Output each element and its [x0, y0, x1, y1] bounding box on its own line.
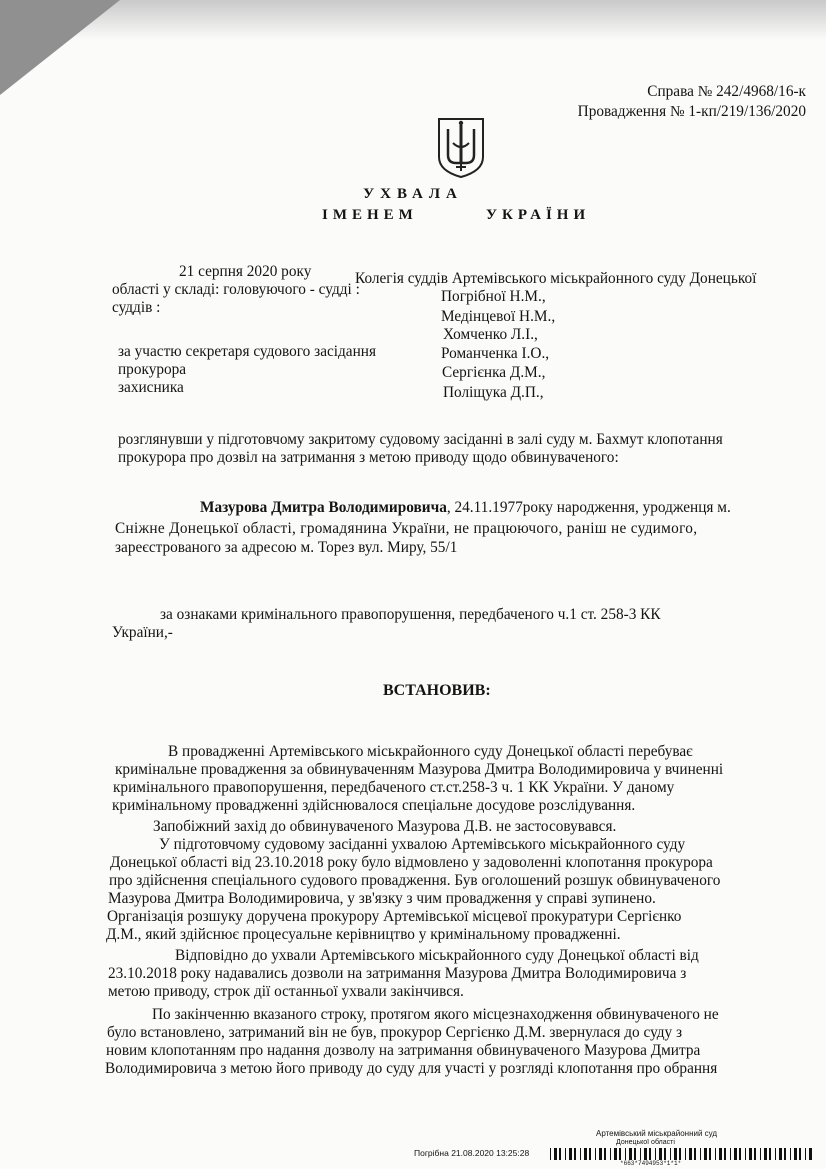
scan-corner — [0, 0, 120, 95]
panel-composition: області у складі: головуючого - судді : — [112, 281, 360, 298]
section-heading: ВСТАНОВИВ: — [383, 682, 491, 699]
body-line: було встановлено, затриманий він не був, прокурор Сергієнко Д.М. звернулася до суду з — [107, 1024, 683, 1041]
name-defender: Поліщука Д.П., — [443, 384, 544, 401]
body-line: кримінальне провадження за обвинуваченням Мазурова Дмитра Володимировича у вчиненні — [115, 761, 724, 778]
body-line: У підготовчому судовому засіданні ухвалою Артемівського міськрайонного суду — [159, 836, 686, 853]
accused-birth: , 24.11.1977року народження, уродженця м. — [446, 499, 731, 516]
panel-intro: Колегія суддів Артемівського міськрайонного суду Донецької — [355, 270, 757, 287]
barcode — [550, 1148, 812, 1160]
name-prosecutor: Сергієнка Д.М., — [442, 364, 546, 381]
title-of-ukraine: УКРАЇНИ — [486, 207, 591, 223]
charge-line-1: за ознаками кримінального правопорушення, передбаченого ч.1 ст. 258-3 КК — [160, 606, 661, 623]
title-in-the-name: ІМЕНЕМ — [322, 207, 418, 223]
body-line: Володимировича з метою його приводу до суду для участі у розгляді клопотання про обрання — [105, 1060, 718, 1077]
hearing-date: 21 серпня 2020 року — [179, 263, 312, 280]
name-secretary: Романченка І.О., — [441, 345, 550, 362]
body-line: В провадженні Артемівського міськрайонного суду Донецької області перебуває — [168, 743, 693, 760]
judges-label: суддів : — [112, 299, 161, 316]
scan-shadow — [0, 0, 826, 40]
document-title: УХВАЛА — [363, 186, 463, 202]
name-judge-2: Хомченко Л.І., — [443, 326, 538, 343]
body-line: 23.10.2018 року надавались дозволи на затримання Мазурова Дмитра Володимировича з — [108, 965, 687, 982]
charge-line-2: України,- — [112, 624, 173, 641]
body-line: Запобіжний захід до обвинуваченого Мазурова Д.В. не застосовувався. — [153, 818, 617, 835]
accused-line-1 — [200, 499, 731, 517]
body-line: Д.М., який здійснює процесуальне керівництво у кримінальному провадженні. — [106, 926, 621, 943]
defender-label: захисника — [118, 379, 184, 396]
footer-region: Донецької області — [616, 1139, 675, 1146]
prosecutor-label: прокурора — [118, 361, 187, 378]
proceeding-number: Провадження № 1-кп/219/136/2020 — [577, 103, 806, 120]
case-number: Справа № 242/4968/16-к — [647, 83, 806, 100]
body-line: Донецької області від 23.10.2018 року було відмовлено у задоволенні клопотання прокурора — [110, 854, 713, 871]
body-line: Організація розшуку доручена прокурору Артемівської місцевої прокуратури Сергієнко — [107, 908, 682, 925]
body-line: про здійснення спеціального судового провадження. Був оголошений розшук обвинуваченого — [109, 872, 721, 889]
secretary-label: за участю секретаря судового засідання — [118, 343, 377, 360]
trident-icon — [436, 117, 486, 179]
footer-court: Артемівський міськрайонний суд — [596, 1129, 718, 1138]
body-line: кримінальному провадженні здійснювалося спеціальне досудове розслідування. — [112, 797, 636, 814]
considered-line-2: прокурора про дозвіл на затримання з метою приводу щодо обвинуваченого: — [118, 449, 619, 466]
accused-line-2: Сніжне Донецької області, громадянина України, не працюючого, раніш не судимого, — [115, 520, 698, 537]
name-judge-1: Медінцевої Н.М., — [441, 308, 556, 325]
considered-line-1: розглянувши у підготовчому закритому судовому засіданні в залі суду м. Бахмут клопотання — [118, 431, 723, 448]
body-line: Відповідно до ухвали Артемівського міськрайонного суду Донецької області від — [175, 947, 699, 964]
accused-name: Мазурова Дмитра Володимировича — [200, 499, 447, 516]
accused-line-3: зареєстрованого за адресою м. Торез вул. Миру, 55/1 — [115, 539, 458, 556]
footer-signature: Погрібна 21.08.2020 13:25:28 — [414, 1148, 530, 1158]
body-line: кримінального правопорушення, передбаченого ст.ст.258-3 ч. 1 КК України. У даному — [113, 779, 675, 796]
body-line: новим клопотанням про надання дозволу на затримання обвинуваченого Мазурова Дмитра — [106, 1042, 701, 1059]
body-line: метою приводу, строк дії останньої ухвали закінчився. — [108, 983, 464, 1000]
body-line: Мазурова Дмитра Володимировича, у зв'язку з чим провадження у справі зупинено. — [108, 890, 656, 907]
barcode-number: *663*7494953*1*1* — [620, 1160, 682, 1167]
body-line: По закінченню вказаного строку, протягом якого місцезнаходження обвинуваченого не — [152, 1006, 719, 1023]
name-presiding: Погрібної Н.М., — [441, 288, 546, 305]
